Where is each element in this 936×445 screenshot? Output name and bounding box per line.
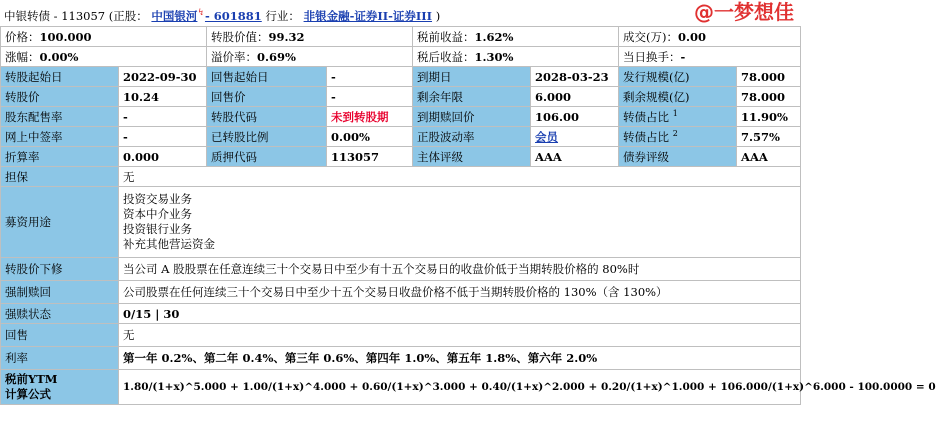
putback-label: 回售 — [1, 324, 119, 347]
stock-code-link[interactable]: - 601881 — [204, 8, 262, 23]
cell-label: 转债占比 $^2$ — [619, 127, 737, 147]
list-item: 投资交易业务 — [123, 192, 192, 206]
guarantee-row — [1, 167, 801, 187]
stock-name-link[interactable]: 中国银河 — [151, 8, 198, 23]
turnover-amount-value: 0.00 — [678, 29, 707, 44]
cell-label: 已转股比例 — [207, 127, 327, 147]
cell-label: 债券评级 — [619, 147, 737, 167]
cell-value: 113057 — [327, 147, 413, 167]
list-item: 补充其他营运资金 — [123, 237, 215, 251]
aftertax-cell: 税后收益：1.30% — [413, 47, 619, 67]
footnote-2: 2 — [672, 128, 678, 138]
table-row — [1, 147, 801, 167]
industry-link[interactable]: 非银金融-证券II-证券III — [303, 8, 433, 23]
cell-value: AAA — [531, 147, 619, 167]
cell-value: - — [119, 127, 207, 147]
conversion-code-status: 未到转股期 — [327, 107, 413, 127]
paren-open: (正股： — [108, 8, 148, 23]
cell-value: 7.57% — [737, 127, 801, 147]
cell-value: 106.00 — [531, 107, 619, 127]
bond-header — [0, 0, 800, 26]
cell-label: 主体评级 — [413, 147, 531, 167]
forced-redeem-label: 强制赎回 — [1, 281, 119, 304]
table-row — [1, 107, 801, 127]
guarantee-value: 无 — [119, 167, 801, 187]
table-row — [1, 87, 801, 107]
cell-value: 2022-09-30 — [119, 67, 207, 87]
price-reset-row — [1, 258, 801, 281]
forced-redeem-value: 公司股票在任何连续三十个交易日中至少十五个交易日收盘价格不低于当期转股价格的 130%（含 130%） — [119, 281, 801, 304]
cell-label: 回售价 — [207, 87, 327, 107]
putback-row — [1, 324, 801, 347]
interest-rate-value: 第一年 0.2%、第二年 0.4%、第三年 0.6%、第四年 1.0%、第五年 1.8%、第六年 2.0% — [119, 347, 801, 370]
cell-value: 10.24 — [119, 87, 207, 107]
premium-cell: 溢价率：0.69% — [207, 47, 413, 67]
ytm-formula-row — [1, 370, 801, 405]
cell-value: 11.90% — [737, 107, 801, 127]
cell-label: 剩余年限 — [413, 87, 531, 107]
forced-redeem-row — [1, 281, 801, 304]
cell-label: 折算率 — [1, 147, 119, 167]
funds-usage-row — [1, 187, 801, 258]
conv-value: 99.32 — [268, 29, 305, 44]
stock-flag-icon: ↯ — [197, 8, 205, 18]
premium-value: 0.69% — [257, 49, 296, 64]
pretax-cell: 税前收益：1.62% — [413, 27, 619, 47]
industry-label: 行业： — [265, 8, 300, 23]
member-link[interactable]: 会员 — [535, 129, 559, 144]
price-reset-label: 转股价下修 — [1, 258, 119, 281]
quote-row-1 — [1, 27, 801, 47]
ytm-formula-value: 1.80/(1+x)^5.000 + 1.00/(1+x)^4.000 + 0.60/(1+x)^3.000 + 0.40/(1+x)^2.000 + 0.20/(1+x)^1.000 + 106.000/(1+x)^6.000 - 100.0000 = 0 — [119, 370, 801, 405]
cell-label: 转债占比 $^1$ — [619, 107, 737, 127]
change-value: 0.00% — [39, 49, 79, 64]
cell-value: 2028-03-23 — [531, 67, 619, 87]
price-value: 100.000 — [39, 29, 92, 44]
cell-label: 转股代码 — [207, 107, 327, 127]
cell-label: 正股波动率 — [413, 127, 531, 147]
paren-close: ) — [435, 8, 441, 23]
cell-label: 转股起始日 — [1, 67, 119, 87]
pretax-value: 1.62% — [474, 29, 514, 44]
turnover-rate-value: - — [680, 49, 686, 64]
funds-usage-label: 募资用途 — [1, 187, 119, 258]
cell-value: 6.000 — [531, 87, 619, 107]
cell-label: 到期日 — [413, 67, 531, 87]
watermark-text: @一梦想佳 — [694, 0, 794, 24]
aftertax-value: 1.30% — [474, 49, 514, 64]
cell-label: 发行规模(亿) — [619, 67, 737, 87]
redeem-status-value: 0/15 | 30 — [119, 304, 801, 324]
volatility-cell — [531, 127, 619, 147]
table-row — [1, 67, 801, 87]
cell-value: 0.000 — [119, 147, 207, 167]
list-item: 投资银行业务 — [123, 222, 192, 236]
list-item: 资本中介业务 — [123, 207, 192, 221]
cell-label: 质押代码 — [207, 147, 327, 167]
cell-value: 0.00% — [327, 127, 413, 147]
cell-label: 网上中签率 — [1, 127, 119, 147]
bond-info-table — [0, 26, 936, 405]
funds-usage-list — [119, 187, 801, 258]
cell-label: 转股价 — [1, 87, 119, 107]
cell-label: 到期赎回价 — [413, 107, 531, 127]
table-row — [1, 127, 801, 147]
cell-label: 剩余规模(亿) — [619, 87, 737, 107]
change-cell: 涨幅：0.00% — [1, 47, 207, 67]
guarantee-label: 担保 — [1, 167, 119, 187]
cell-value: - — [327, 67, 413, 87]
cell-value: AAA — [737, 147, 801, 167]
bond-name: 中银转债 - 113057 — [4, 8, 106, 23]
cell-value: 78.000 — [737, 67, 801, 87]
ytm-label: 税前YTM 计算公式 — [1, 370, 119, 405]
redeem-status-row — [1, 304, 801, 324]
interest-rate-label: 利率 — [1, 347, 119, 370]
redeem-status-label: 强赎状态 — [1, 304, 119, 324]
turnover-rate-cell: 当日换手：- — [619, 47, 801, 67]
putback-value: 无 — [119, 324, 801, 347]
cell-value: 78.000 — [737, 87, 801, 107]
cell-label: 回售起始日 — [207, 67, 327, 87]
interest-rate-row — [1, 347, 801, 370]
quote-row-2 — [1, 47, 801, 67]
conv-value-cell: 转股价值：99.32 — [207, 27, 413, 47]
turnover-amount-cell: 成交(万)：0.00 — [619, 27, 801, 47]
price-cell: 价格：100.000 — [1, 27, 207, 47]
cell-value: - — [327, 87, 413, 107]
price-reset-value: 当公司 A 股股票在任意连续三十个交易日中至少有十五个交易日的收盘价低于当期转股价格的 80%时 — [119, 258, 801, 281]
footnote-1: 1 — [672, 108, 678, 118]
cell-value: - — [119, 107, 207, 127]
cell-label: 股东配售率 — [1, 107, 119, 127]
